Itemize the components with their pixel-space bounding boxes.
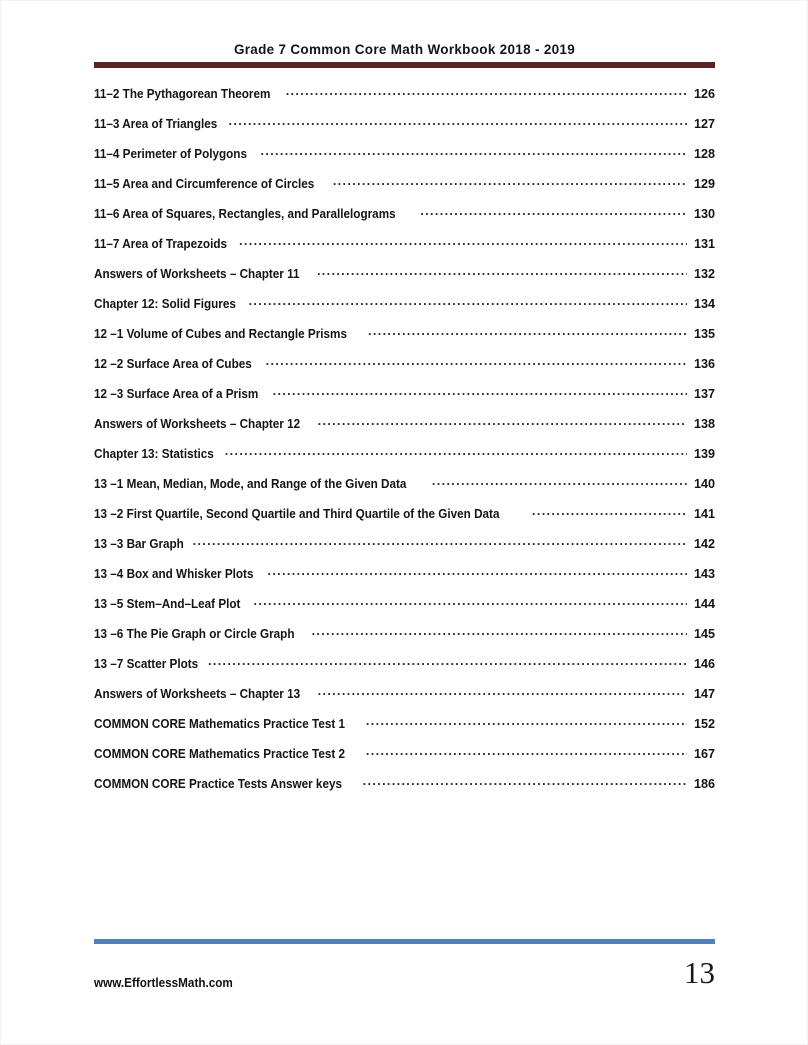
toc-entry[interactable] <box>94 565 715 595</box>
toc-entry-title: COMMON CORE Practice Tests Answer keys <box>94 776 343 791</box>
toc-entry-page-number: 129 <box>693 176 715 191</box>
page-header-title: Grade 7 Common Core Math Workbook 2018 - 2019 <box>233 42 576 57</box>
toc-entry-title: 11–3 Area of Triangles <box>94 116 218 131</box>
toc-entry[interactable] <box>94 745 715 775</box>
toc-leader-dots <box>368 325 687 338</box>
toc-entry-page-number: 130 <box>693 206 715 221</box>
page-footer <box>94 939 715 990</box>
toc-entry-title: 13 –1 Mean, Median, Mode, and Range of the Given Data <box>94 476 407 491</box>
toc-entry[interactable] <box>94 475 715 505</box>
toc-leader-dots <box>317 265 687 278</box>
header-rule-divider <box>94 62 715 68</box>
toc-leader-dots <box>193 535 687 548</box>
toc-entry-title: 12 –2 Surface Area of Cubes <box>94 356 252 371</box>
toc-entry-page-number: 128 <box>693 146 715 161</box>
toc-entry-page-number: 126 <box>693 86 715 101</box>
toc-leader-dots <box>267 565 687 578</box>
toc-leader-dots <box>420 205 687 218</box>
toc-entry[interactable] <box>94 85 715 115</box>
toc-entry[interactable] <box>94 685 715 715</box>
toc-leader-dots <box>253 595 687 608</box>
toc-entry[interactable] <box>94 445 715 475</box>
toc-leader-dots <box>249 295 687 308</box>
table-of-contents <box>94 85 715 805</box>
toc-leader-dots <box>366 715 687 728</box>
toc-entry-page-number: 137 <box>693 386 715 401</box>
toc-entry[interactable] <box>94 595 715 625</box>
toc-entry-page-number: 135 <box>693 326 715 341</box>
toc-entry-page-number: 144 <box>693 596 715 611</box>
toc-entry-page-number: 186 <box>693 776 715 791</box>
toc-entry[interactable] <box>94 295 715 325</box>
toc-entry-page-number: 132 <box>693 266 715 281</box>
toc-leader-dots <box>208 655 687 668</box>
toc-leader-dots <box>266 355 687 368</box>
toc-entry-page-number: 143 <box>693 566 715 581</box>
toc-entry-page-number: 152 <box>693 716 715 731</box>
toc-entry-page-number: 139 <box>693 446 715 461</box>
toc-entry-title: 11–2 The Pythagorean Theorem <box>94 86 271 101</box>
toc-leader-dots <box>312 625 687 638</box>
footer-row <box>94 957 715 990</box>
toc-entry[interactable] <box>94 505 715 535</box>
toc-entry[interactable] <box>94 205 715 235</box>
toc-entry-page-number: 147 <box>693 686 715 701</box>
toc-entry-title: 13 –5 Stem–And–Leaf Plot <box>94 596 241 611</box>
toc-entry-page-number: 145 <box>693 626 715 641</box>
footer-page-number: 13 <box>684 955 715 990</box>
toc-entry-page-number: 131 <box>693 236 715 251</box>
toc-entry-title: 12 –3 Surface Area of a Prism <box>94 386 259 401</box>
toc-leader-dots <box>532 505 687 518</box>
toc-entry[interactable] <box>94 415 715 445</box>
toc-leader-dots <box>366 745 687 758</box>
toc-entry-title: 12 –1 Volume of Cubes and Rectangle Prisms <box>94 326 347 341</box>
page-header <box>94 1 715 68</box>
toc-leader-dots <box>273 385 687 398</box>
toc-entry-title: COMMON CORE Mathematics Practice Test 1 <box>94 716 346 731</box>
toc-entry-title: 11–6 Area of Squares, Rectangles, and Parallelograms <box>94 206 396 221</box>
toc-entry-title: 13 –7 Scatter Plots <box>94 656 199 671</box>
toc-entry-page-number: 167 <box>693 746 715 761</box>
toc-entry-title: Answers of Worksheets – Chapter 12 <box>94 416 301 431</box>
toc-entry[interactable] <box>94 235 715 265</box>
toc-leader-dots <box>261 145 688 158</box>
toc-entry-title: Chapter 12: Solid Figures <box>94 296 236 311</box>
toc-entry-page-number: 141 <box>693 506 715 521</box>
toc-entry-title: 11–5 Area and Circumference of Circles <box>94 176 315 191</box>
toc-leader-dots <box>318 415 687 428</box>
toc-entry[interactable] <box>94 115 715 145</box>
toc-entry-title: COMMON CORE Mathematics Practice Test 2 <box>94 746 346 761</box>
toc-entry-page-number: 127 <box>693 116 715 131</box>
toc-entry-page-number: 136 <box>693 356 715 371</box>
toc-entry[interactable] <box>94 325 715 355</box>
toc-entry[interactable] <box>94 175 715 205</box>
toc-entry[interactable] <box>94 355 715 385</box>
toc-entry-title: 13 –2 First Quartile, Second Quartile and Third Quartile of the Given Data <box>94 506 500 521</box>
toc-entry[interactable] <box>94 145 715 175</box>
toc-leader-dots <box>239 235 687 248</box>
toc-entry-title: 11–7 Area of Trapezoids <box>94 236 228 251</box>
toc-leader-dots <box>363 775 687 788</box>
toc-entry[interactable] <box>94 385 715 415</box>
toc-entry-title: 11–4 Perimeter of Polygons <box>94 146 247 161</box>
toc-entry-title: Chapter 13: Statistics <box>94 446 214 461</box>
page-content-column <box>94 1 715 805</box>
toc-leader-dots <box>318 685 687 698</box>
toc-leader-dots <box>432 475 687 488</box>
footer-rule-divider <box>94 939 715 944</box>
toc-entry[interactable] <box>94 715 715 745</box>
toc-entry-page-number: 146 <box>693 656 715 671</box>
toc-entry[interactable] <box>94 535 715 565</box>
toc-entry-title: Answers of Worksheets – Chapter 11 <box>94 266 300 281</box>
toc-leader-dots <box>286 85 687 98</box>
toc-leader-dots <box>333 175 687 188</box>
footer-website-link[interactable]: www.EffortlessMath.com <box>94 976 233 990</box>
toc-entry-title: 13 –4 Box and Whisker Plots <box>94 566 254 581</box>
toc-entry-page-number: 138 <box>693 416 715 431</box>
toc-leader-dots <box>225 445 687 458</box>
toc-entry-page-number: 134 <box>693 296 715 311</box>
toc-entry-page-number: 140 <box>693 476 715 491</box>
toc-entry-title: 13 –3 Bar Graph <box>94 536 184 551</box>
toc-entry[interactable] <box>94 655 715 685</box>
toc-entry[interactable] <box>94 265 715 295</box>
toc-leader-dots <box>229 115 687 128</box>
toc-entry[interactable] <box>94 625 715 655</box>
toc-entry-title: Answers of Worksheets – Chapter 13 <box>94 686 301 701</box>
toc-entry-title: 13 –6 The Pie Graph or Circle Graph <box>94 626 295 641</box>
toc-entry[interactable] <box>94 775 715 805</box>
toc-entry-page-number: 142 <box>693 536 715 551</box>
